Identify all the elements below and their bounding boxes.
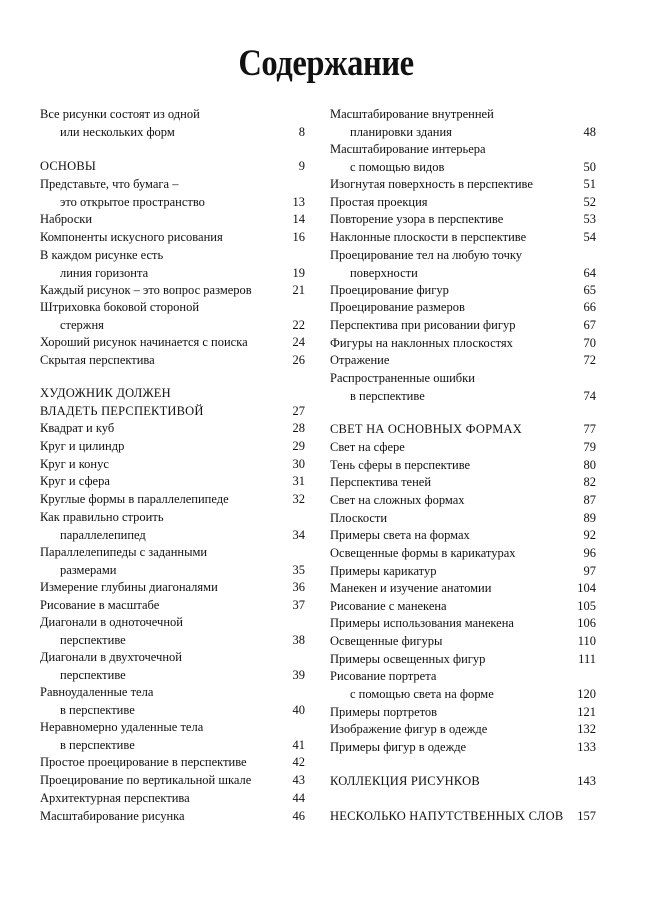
toc-entry-title: Примеры освещенных фигур — [330, 652, 486, 666]
toc-entry — [40, 229, 305, 247]
toc-entry — [40, 352, 305, 370]
toc-entry-title: Масштабирование интерьера — [330, 142, 486, 156]
toc-entry-title: поверхности — [350, 265, 418, 280]
toc-page-number: 37 — [292, 598, 305, 612]
toc-page-number: 121 — [577, 705, 596, 719]
toc-entry-title: Скрытая перспектива — [40, 353, 155, 367]
toc-page-number: 42 — [292, 755, 305, 769]
toc-entry-title: Наброски — [40, 212, 93, 226]
toc-page-number: 67 — [583, 318, 596, 332]
toc-entry-title: Как правильно строить — [40, 510, 164, 524]
toc-page-number: 143 — [577, 774, 596, 788]
toc-entry — [40, 579, 305, 597]
toc-entry — [330, 615, 596, 633]
toc-entry-title: Представьте, что бумага – — [40, 177, 179, 191]
toc-page-number: 30 — [292, 457, 305, 471]
toc-entry-title: Фигуры на наклонных плоскостях — [330, 336, 513, 350]
toc-page-number: 104 — [577, 581, 596, 595]
toc-page-number: 51 — [583, 177, 596, 191]
toc-entry — [330, 651, 596, 669]
toc-entry — [40, 385, 305, 420]
toc-entry-title: Квадрат и куб — [40, 421, 115, 435]
toc-entry-title: Штриховка боковой стороной — [40, 300, 200, 314]
toc-entry-title: Рисование портрета — [330, 669, 437, 683]
toc-entry — [330, 370, 596, 405]
toc-entry — [40, 299, 305, 334]
toc-entry — [40, 597, 305, 615]
toc-entry — [40, 420, 305, 438]
toc-entry-title: Проецирование по вертикальной шкале — [40, 773, 252, 787]
toc-entry-title: это открытое пространство — [60, 194, 205, 209]
toc-entry — [330, 773, 596, 791]
toc-entry — [330, 211, 596, 229]
toc-page-number: 19 — [292, 265, 305, 280]
toc-entry-title: Свет на сфере — [330, 440, 405, 454]
toc-entry — [330, 421, 596, 439]
toc-entry-title: Архитектурная перспектива — [40, 791, 190, 805]
toc-entry-title: Примеры портретов — [330, 705, 438, 719]
toc-page-number: 72 — [583, 353, 596, 367]
toc-entry-title: параллелепипед — [60, 527, 146, 542]
toc-entry — [40, 176, 305, 211]
toc-entry — [330, 598, 596, 616]
toc-page-number: 13 — [292, 194, 305, 209]
toc-entry-title: Повторение узора в перспективе — [330, 212, 504, 226]
toc-entry-title: в перспективе — [350, 388, 425, 403]
toc-entry — [40, 754, 305, 772]
toc-page-number: 66 — [583, 300, 596, 314]
toc-entry-title: Круглые формы в параллелепипеде — [40, 492, 229, 506]
toc-page-number: 132 — [577, 722, 596, 736]
toc-entry-title: Простая проекция — [330, 195, 428, 209]
toc-entry — [330, 580, 596, 598]
toc-entry-title: Перспектива теней — [330, 475, 432, 489]
toc-page-number: 9 — [298, 159, 305, 173]
toc-entry-title: Круг и конус — [40, 457, 109, 471]
toc-page-number: 110 — [577, 634, 596, 648]
toc-entry — [330, 808, 596, 826]
toc-entry — [40, 247, 305, 282]
toc-entry-title: Освещенные фигуры — [330, 634, 443, 648]
toc-page-number: 22 — [292, 317, 305, 332]
toc-entry — [330, 492, 596, 510]
toc-entry-title: Примеры фигур в одежде — [330, 740, 467, 754]
toc-page-number: 40 — [292, 702, 305, 717]
toc-page-number: 26 — [292, 353, 305, 367]
toc-page-number: 36 — [292, 580, 305, 594]
toc-entry-title: перспективе — [60, 667, 126, 682]
toc-page-number: 38 — [292, 632, 305, 647]
toc-entry-title: Равноудаленные тела — [40, 685, 154, 699]
toc-entry-title: Хороший рисунок начинается с поиска — [40, 335, 248, 349]
toc-entry-title: Параллелепипеды с заданными — [40, 545, 208, 559]
toc-entry — [40, 684, 305, 719]
toc-entry-title: стержня — [60, 317, 104, 332]
toc-page-number: 64 — [583, 265, 596, 280]
toc-entry-title: Отражение — [330, 353, 390, 367]
toc-entry-title: Рисование с манекена — [330, 599, 447, 613]
toc-entry-title: размерами — [60, 562, 117, 577]
toc-entry — [40, 158, 305, 176]
toc-entry — [330, 739, 596, 757]
toc-page-number: 87 — [583, 493, 596, 507]
toc-entry — [330, 141, 596, 176]
toc-entry — [40, 790, 305, 808]
toc-page-number: 41 — [292, 737, 305, 752]
toc-page-number: 105 — [577, 599, 596, 613]
toc-entry — [330, 335, 596, 353]
toc-entry-title: Освещенные формы в карикатурах — [330, 546, 516, 560]
toc-entry-title: Изображение фигур в одежде — [330, 722, 488, 736]
toc-page-number: 24 — [292, 335, 305, 349]
toc-entry — [40, 772, 305, 790]
toc-page-number: 28 — [292, 421, 305, 435]
toc-entry-title: Масштабирование рисунка — [40, 809, 185, 823]
toc-entry-title: ОСНОВЫ — [40, 159, 97, 173]
toc-entry — [40, 456, 305, 474]
toc-entry — [330, 247, 596, 282]
toc-page-number: 50 — [583, 159, 596, 174]
toc-entry — [330, 704, 596, 722]
toc-page-number: 31 — [292, 474, 305, 488]
toc-entry-title: Диагонали в двухточечной — [40, 650, 182, 664]
toc-entry — [330, 510, 596, 528]
toc-entry — [330, 106, 596, 141]
toc-entry-title: Неравномерно удаленные тела — [40, 720, 204, 734]
toc-entry-title: НЕСКОЛЬКО НАПУТСТВЕННЫХ СЛОВ — [330, 809, 564, 823]
toc-entry-title: Компоненты искусного рисования — [40, 230, 223, 244]
toc-entry-title: В каждом рисунке есть — [40, 248, 164, 262]
toc-page-number: 8 — [298, 124, 305, 139]
toc-page-number: 92 — [583, 528, 596, 542]
toc-page-number: 16 — [292, 230, 305, 244]
toc-entry — [330, 474, 596, 492]
toc-page-number: 74 — [583, 388, 596, 403]
toc-page-number: 32 — [292, 492, 305, 506]
toc-page-number: 82 — [583, 475, 596, 489]
toc-entry — [330, 633, 596, 651]
toc-entry — [330, 317, 596, 335]
toc-page-number: 79 — [583, 440, 596, 454]
toc-entry — [330, 721, 596, 739]
toc-page-number: 27 — [292, 403, 305, 418]
toc-entry-title: Наклонные плоскости в перспективе — [330, 230, 527, 244]
toc-entry-title: в перспективе — [60, 702, 135, 717]
toc-entry-title: Примеры света на формах — [330, 528, 470, 542]
toc-page-number: 80 — [583, 458, 596, 472]
toc-page-number: 106 — [577, 616, 596, 630]
toc-entry — [40, 614, 305, 649]
toc-page-number: 70 — [583, 336, 596, 350]
toc-page-number: 35 — [292, 562, 305, 577]
toc-page-number: 52 — [583, 195, 596, 209]
toc-entry-title: Примеры использования манекена — [330, 616, 514, 630]
toc-page-number: 46 — [292, 809, 305, 823]
toc-entry-title: Проецирование фигур — [330, 283, 449, 297]
toc-entry-title: Манекен и изучение анатомии — [330, 581, 492, 595]
toc-entry — [40, 334, 305, 352]
page-title: Содержание — [238, 43, 414, 84]
toc-entry — [330, 352, 596, 370]
toc-page-number: 111 — [578, 652, 596, 666]
toc-entry-title: Масштабирование внутренней — [330, 107, 494, 121]
toc-entry-title: Рисование в масштабе — [40, 598, 160, 612]
toc-page-number: 14 — [292, 212, 305, 226]
toc-entry-title: ВЛАДЕТЬ ПЕРСПЕКТИВОЙ — [40, 403, 204, 418]
toc-entry — [330, 299, 596, 317]
toc-entry — [40, 211, 305, 229]
toc-entry-title: Перспектива при рисовании фигур — [330, 318, 516, 332]
toc-page-number: 39 — [292, 667, 305, 682]
toc-entry-title: в перспективе — [60, 737, 135, 752]
toc-page-number: 43 — [292, 773, 305, 787]
toc-entry-title: перспективе — [60, 632, 126, 647]
toc-entry-title: линия горизонта — [60, 265, 149, 280]
toc-page-number: 48 — [583, 124, 596, 139]
toc-entry-title: Изогнутая поверхность в перспективе — [330, 177, 533, 191]
toc-page-number: 77 — [583, 422, 596, 436]
toc-entry-title: Распространенные ошибки — [330, 371, 475, 385]
toc-entry — [40, 438, 305, 456]
toc-entry — [40, 106, 305, 141]
toc-entry-title: Примеры карикатур — [330, 564, 437, 578]
toc-entry — [330, 457, 596, 475]
toc-entry-title: Проецирование размеров — [330, 300, 465, 314]
toc-entry — [40, 719, 305, 754]
toc-entry — [40, 544, 305, 579]
toc-entry — [40, 282, 305, 300]
toc-page-number: 65 — [583, 283, 596, 297]
toc-entry-title: ХУДОЖНИК ДОЛЖЕН — [40, 386, 171, 400]
toc-page-number: 96 — [583, 546, 596, 560]
toc-entry — [40, 509, 305, 544]
toc-entry-title: с помощью видов — [350, 159, 445, 174]
toc-entry — [330, 545, 596, 563]
toc-entry — [330, 176, 596, 194]
toc-entry-title: или нескольких форм — [60, 124, 175, 139]
toc-entry — [40, 808, 305, 826]
toc-entry-title: КОЛЛЕКЦИЯ РИСУНКОВ — [330, 774, 480, 788]
toc-page-number: 44 — [292, 791, 305, 805]
toc-entry — [330, 229, 596, 247]
toc-entry-title: Все рисунки состоят из одной — [40, 107, 200, 121]
toc-entry-title: Проецирование тел на любую точку — [330, 248, 523, 262]
toc-entry-title: с помощью света на форме — [350, 686, 494, 701]
toc-entry — [40, 491, 305, 509]
toc-entry-title: Измерение глубины диагоналями — [40, 580, 218, 594]
toc-entry-title: Плоскости — [330, 511, 388, 525]
toc-page-number: 29 — [292, 439, 305, 453]
toc-page-number: 97 — [583, 564, 596, 578]
toc-entry-title: Тень сферы в перспективе — [330, 458, 471, 472]
toc-page-number: 53 — [583, 212, 596, 226]
toc-entry-title: Диагонали в одноточечной — [40, 615, 183, 629]
toc-entry-title: Круг и сфера — [40, 474, 110, 488]
toc-page-number: 157 — [577, 809, 596, 823]
toc-entry-title: планировки здания — [350, 124, 452, 139]
toc-entry — [330, 527, 596, 545]
toc-page-number: 120 — [577, 686, 596, 701]
toc-entry-title: Круг и цилиндр — [40, 439, 125, 453]
toc-entry — [330, 194, 596, 212]
toc-page-number: 89 — [583, 511, 596, 525]
toc-entry-title: СВЕТ НА ОСНОВНЫХ ФОРМАХ — [330, 422, 523, 436]
toc-entry — [330, 668, 596, 703]
toc-entry-title: Простое проецирование в перспективе — [40, 755, 247, 769]
toc-page-number: 54 — [583, 230, 596, 244]
toc-entry-title: Каждый рисунок – это вопрос размеров — [40, 283, 252, 297]
toc-entry — [330, 563, 596, 581]
toc-entry-title: Свет на сложных формах — [330, 493, 465, 507]
toc-page-number: 133 — [577, 740, 596, 754]
toc-page-number: 21 — [292, 283, 305, 297]
toc-entry — [330, 439, 596, 457]
toc-page-number: 34 — [292, 527, 305, 542]
toc-entry — [330, 282, 596, 300]
toc-entry — [40, 473, 305, 491]
toc-entry — [40, 649, 305, 684]
